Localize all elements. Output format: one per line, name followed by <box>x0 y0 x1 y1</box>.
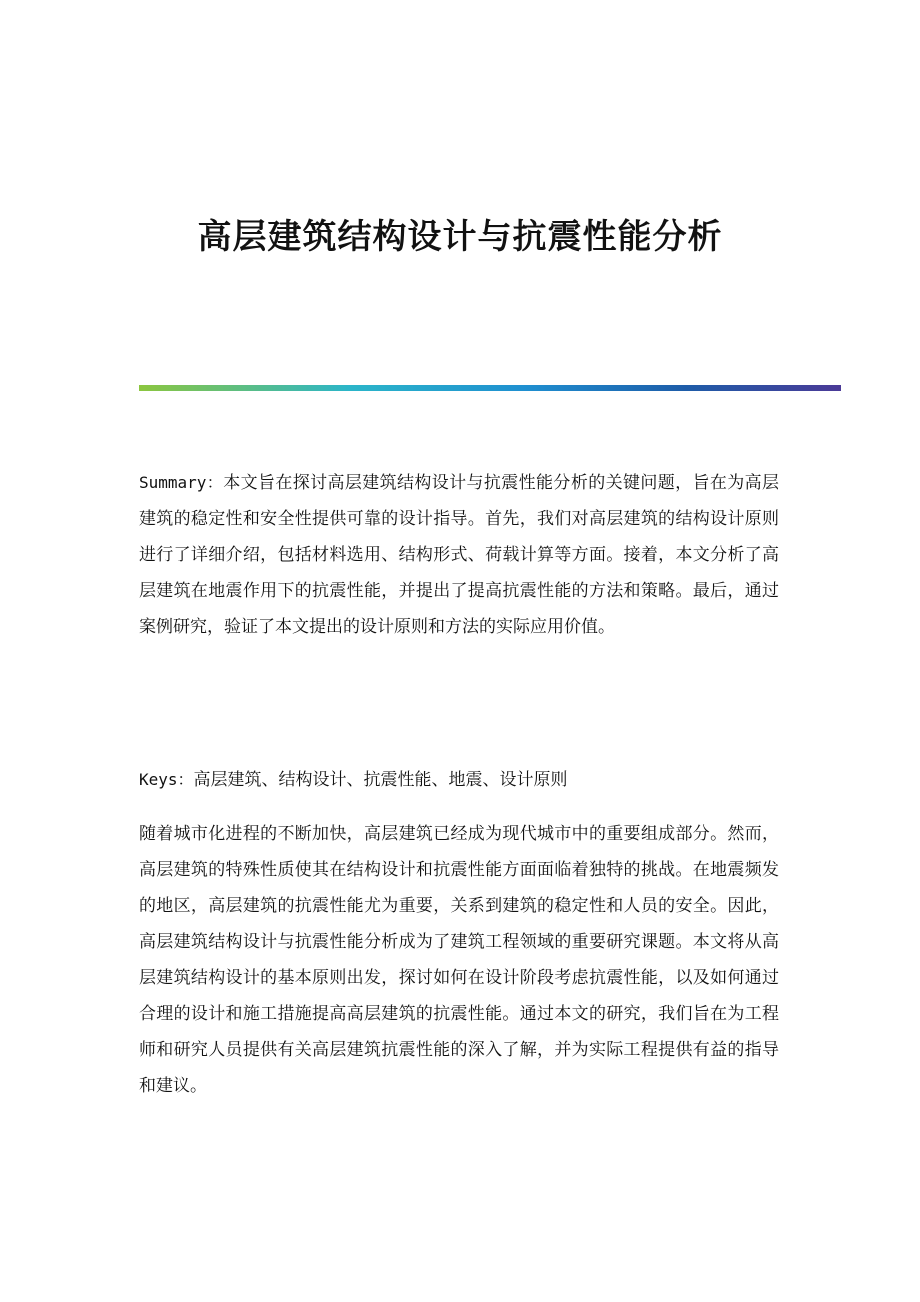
summary-text: 本文旨在探讨高层建筑结构设计与抗震性能分析的关键问题，旨在为高层建筑的稳定性和安全性提供可靠的设计指导。首先，我们对高层建筑的结构设计原则进行了详细介绍，包括材料选用、结构形式、荷载计算等方面。接着，本文分析了高层建筑在地震作用下的抗震性能，并提出了提高抗震性能的方法和策略。最后，通过案例研究，验证了本文提出的设计原则和方法的实际应用价值。 <box>139 473 780 637</box>
keys-text: 高层建筑、结构设计、抗震性能、地震、设计原则 <box>193 770 568 790</box>
keys-label: Keys： <box>139 770 194 789</box>
intro-paragraph: 随着城市化进程的不断加快，高层建筑已经成为现代城市中的重要组成部分。然而，高层建筑的特殊性质使其在结构设计和抗震性能方面面临着独特的挑战。在地震频发的地区，高层建筑的抗震性能尤为重要，关系到建筑的稳定性和人员的安全。因此，高层建筑结构设计与抗震性能分析成为了建筑工程领域的重要研究课题。本文将从高层建筑结构设计的基本原则出发，探讨如何在设计阶段考虑抗震性能，以及如何通过合理的设计和施工措施提高高层建筑的抗震性能。通过本文的研究，我们旨在为工程师和研究人员提供有关高层建筑抗震性能的深入了解，并为实际工程提供有益的指导和建议。 <box>139 824 779 1096</box>
summary-label: Summary： <box>139 473 224 492</box>
document-title: 高层建筑结构设计与抗震性能分析 <box>197 216 723 257</box>
gradient-divider <box>139 385 841 391</box>
summary-paragraph <box>139 465 779 645</box>
keys-paragraph <box>139 762 779 798</box>
